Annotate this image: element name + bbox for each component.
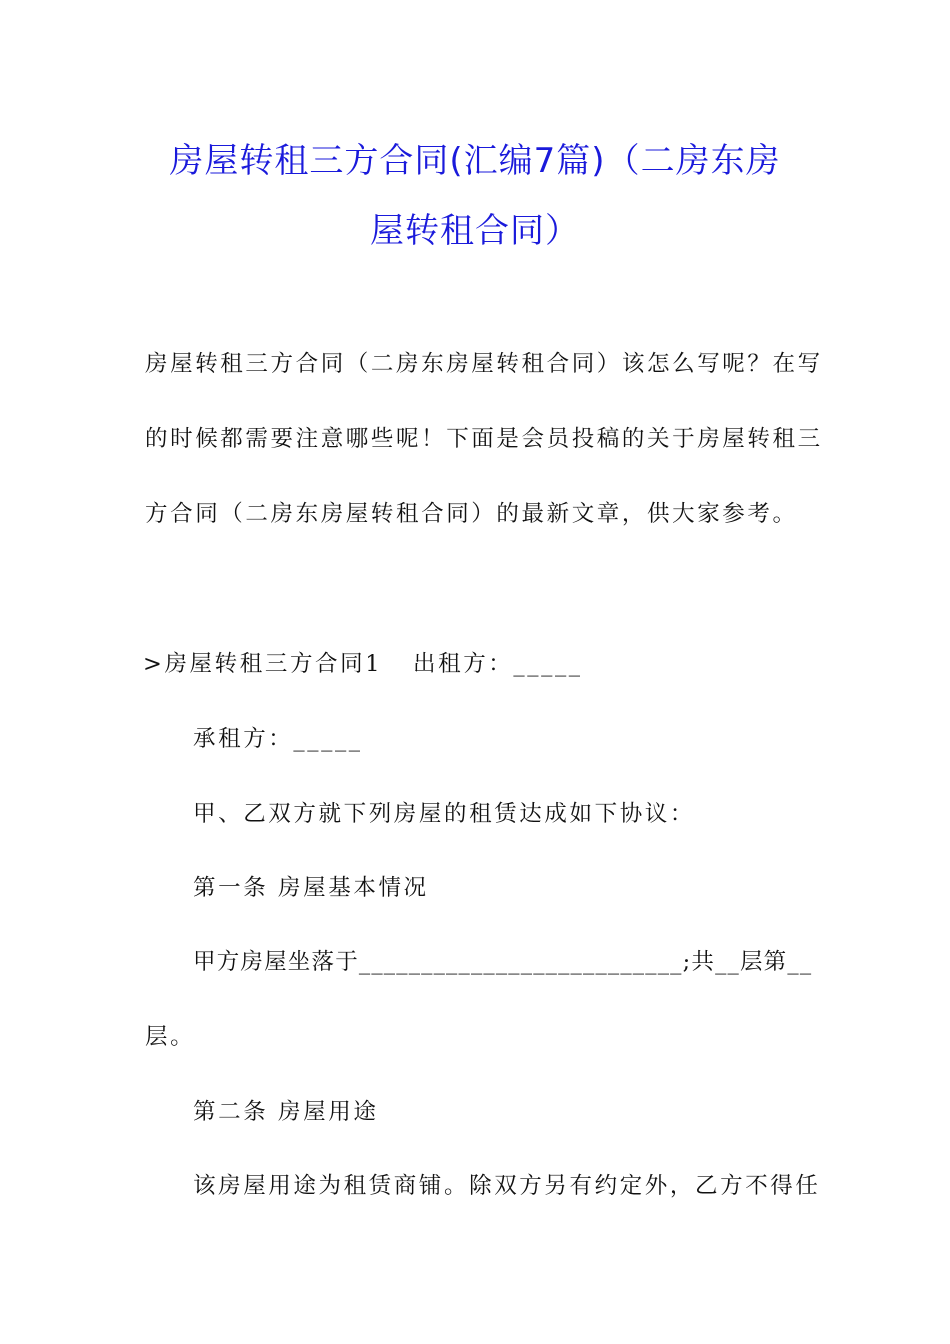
lessor-line: 出租方：_____ [413, 651, 583, 677]
article-1-text-line-2: 层。 [145, 1024, 196, 1050]
document-title-line-1: 房屋转租三方合同(汇编7篇)（二房东房 [169, 141, 781, 181]
intro-line-1: 房屋转租三方合同（二房东房屋转租合同）该怎么写呢？在写 [145, 351, 823, 377]
lessee-line: 承租方：_____ [193, 726, 363, 752]
article-1-text-line-1: 甲方房屋坐落于__________________________;共__层第__ [193, 949, 813, 975]
section-1-heading: >房屋转租三方合同1 [143, 651, 383, 677]
agreement-line: 甲、乙双方就下列房屋的租赁达成如下协议： [193, 801, 696, 827]
article-1-heading: 第一条 房屋基本情况 [193, 875, 429, 901]
intro-line-2: 的时候都需要注意哪些呢！下面是会员投稿的关于房屋转租三 [145, 426, 823, 452]
document-title-line-2: 屋转租合同） [370, 211, 580, 251]
intro-line-3: 方合同（二房东房屋转租合同）的最新文章，供大家参考。 [145, 501, 798, 527]
article-2-heading: 第二条 房屋用途 [193, 1099, 379, 1125]
article-2-text-line-1: 该房屋用途为租赁商铺。除双方另有约定外，乙方不得任 [193, 1173, 821, 1199]
